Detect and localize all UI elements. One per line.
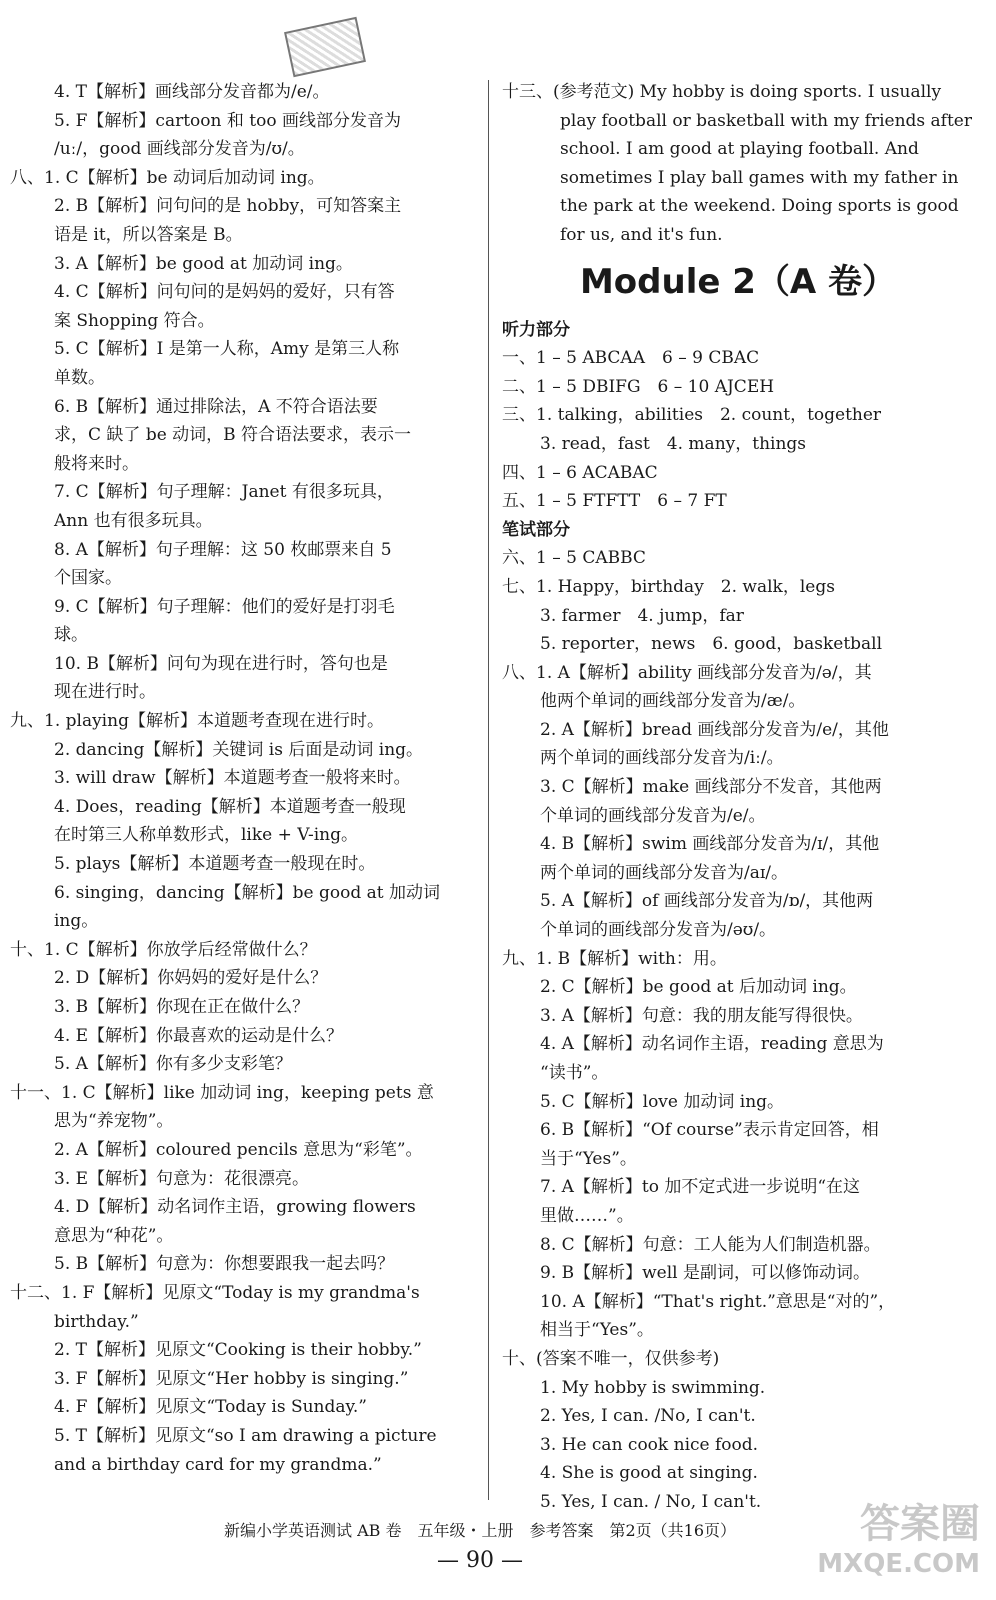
answer-line: 十二、1. F【解析】见原文“Today is my grandma's: [10, 1282, 420, 1303]
answer-line: 9. C【解析】句子理解：他们的爱好是打羽毛: [54, 596, 395, 617]
answer-line: 2. B【解析】问句问的是 hobby，可知答案主: [54, 196, 402, 217]
answer-line: 思为“养宠物”。: [54, 1111, 174, 1132]
section-heading: 笔试部分: [502, 519, 570, 540]
answer-line: 十、1. C【解析】你放学后经常做什么？: [10, 939, 317, 960]
answer-line: /uː/，good 画线部分发音为/ʊ/。: [54, 139, 305, 160]
section-heading: 听力部分: [502, 319, 570, 340]
answer-line: 7. C【解析】句子理解：Janet 有很多玩具，: [54, 482, 394, 503]
answer-line: 5. A【解析】of 画线部分发音为/ɒ/，其他两: [540, 891, 874, 912]
answer-line: 4. D【解析】动名词作主语，growing flowers: [54, 1197, 416, 1218]
answer-line: 两个单词的画线部分发音为/iː/。: [540, 748, 784, 769]
answer-line: 7. A【解析】to 加不定式进一步说明“在这: [540, 1177, 861, 1198]
answer-line: ing。: [54, 911, 99, 932]
answer-line: 语是 it，所以答案是 B。: [54, 224, 243, 245]
answer-line: the park at the weekend. Doing sports is good: [560, 196, 959, 217]
answer-line: 八、1. C【解析】be 动词后加动词 ing。: [10, 167, 325, 188]
answer-line: 4. B【解析】swim 画线部分发音为/ɪ/，其他: [540, 834, 880, 855]
answer-line: 案 Shopping 符合。: [54, 310, 215, 331]
answer-line: 4. C【解析】问句问的是妈妈的爱好，只有答: [54, 282, 395, 303]
answer-line: 2. D【解析】你妈妈的爱好是什么？: [54, 968, 328, 989]
answer-line: 2. T【解析】见原文“Cooking is their hobby.”: [54, 1340, 422, 1361]
answer-line: 5. reporter，news 6. good，basketball: [540, 634, 883, 655]
answer-line: 2. A【解析】bread 画线部分发音为/e/，其他: [540, 719, 889, 740]
essay-section: [502, 78, 974, 250]
answer-line: 当于“Yes”。: [540, 1148, 637, 1169]
watermark-text: 答案圈: [860, 1501, 980, 1547]
answer-line: 求，C 缺了 be 动词，B 符合语法要求，表示一: [54, 425, 412, 446]
answer-line: 球。: [54, 625, 88, 646]
answer-line: “读书”。: [540, 1063, 609, 1083]
answer-line: 5. Yes, I can. / No, I can't.: [540, 1491, 762, 1512]
answer-line: 2. C【解析】be good at 后加动词 ing。: [540, 977, 857, 998]
answer-line: 3. He can cook nice food.: [540, 1434, 759, 1455]
answer-line: 里做……”。: [540, 1205, 634, 1226]
answer-line: 4. Does，reading【解析】本道题考查一般现: [54, 796, 406, 817]
answer-line: 他两个单词的画线部分发音为/æ/。: [540, 691, 806, 712]
answer-line: 十一、1. C【解析】like 加动词 ing，keeping pets 意: [10, 1082, 434, 1103]
answer-line: 4. T【解析】画线部分发音都为/e/。: [54, 82, 330, 102]
answer-line: Ann 也有很多玩具。: [54, 510, 213, 531]
answer-line: 单数。: [54, 367, 105, 388]
answer-line: 3. F【解析】见原文“Her hobby is singing.”: [54, 1368, 409, 1389]
answer-line: school. I am good at playing football. And: [560, 139, 919, 160]
page-number: — 90 —: [437, 1548, 523, 1573]
answer-line: 5. C【解析】I 是第一人称，Amy 是第三人称: [54, 339, 400, 360]
answer-line: 4. She is good at singing.: [540, 1463, 758, 1484]
answer-line: 3. read，fast 4. many，things: [540, 433, 807, 454]
answer-line: 意思为“种花”。: [54, 1225, 174, 1246]
answer-line: 2. A【解析】coloured pencils 意思为“彩笔”。: [54, 1139, 423, 1160]
answer-line: 3. A【解析】be good at 加动词 ing。: [54, 253, 353, 274]
answer-line: 6. B【解析】通过排除法，A 不符合语法要: [54, 396, 378, 417]
answer-line: 五、1 – 5 FTFTT 6 – 7 FT: [502, 491, 727, 512]
answer-line: 一、1 – 5 ABCAA 6 – 9 CBAC: [502, 348, 760, 369]
answer-line: 10. B【解析】问句为现在进行时，答句也是: [54, 653, 388, 674]
answer-line: 3. B【解析】你现在正在做什么？: [54, 997, 310, 1017]
watermark-logo: [800, 1500, 980, 1590]
answer-line: 4. F【解析】见原文“Today is Sunday.”: [54, 1397, 367, 1418]
answer-line: 3. E【解析】句意为：花很漂亮。: [54, 1168, 310, 1189]
answer-line: 3. will draw【解析】本道题考查一般将来时。: [54, 768, 411, 789]
answer-line: 9. B【解析】well 是副词，可以修饰动词。: [540, 1263, 871, 1284]
answer-line: 5. A【解析】你有多少支彩笔？: [54, 1054, 292, 1075]
answer-line: 七、1. Happy，birthday 2. walk，legs: [502, 576, 835, 597]
answer-line: 1. My hobby is swimming.: [540, 1377, 766, 1398]
answer-line: 十、(答案不唯一，仅供参考): [502, 1348, 720, 1369]
answer-line: 六、1 – 5 CABBC: [502, 548, 646, 569]
answer-line: 3. farmer 4. jump，far: [540, 605, 744, 626]
answer-line: 般将来时。: [54, 453, 139, 474]
answer-line: birthday.”: [54, 1311, 139, 1332]
answer-line: 3. A【解析】句意：我的朋友能写得很快。: [540, 1005, 863, 1026]
answer-line: 3. C【解析】make 画线部分不发音，其他两: [540, 777, 882, 798]
answer-line: 个单词的画线部分发音为/əʊ/。: [540, 920, 777, 941]
answer-line: 现在进行时。: [54, 682, 156, 703]
answer-line: 5. F【解析】cartoon 和 too 画线部分发音为: [54, 110, 401, 131]
answer-line: 8. C【解析】句意：工人能为人们制造机器。: [540, 1234, 881, 1255]
answer-line: and a birthday card for my grandma.”: [54, 1454, 382, 1475]
answer-line: 2. dancing【解析】关键词 is 后面是动词 ing。: [54, 739, 424, 760]
answer-line: 4. A【解析】动名词作主语，reading 意思为: [540, 1034, 884, 1055]
column-divider: [488, 80, 489, 1500]
answer-line: 个单词的画线部分发音为/e/。: [540, 805, 766, 826]
answer-line: 6. B【解析】“Of course”表示肯定回答，相: [540, 1120, 879, 1141]
answer-line: 九、1. playing【解析】本道题考查现在进行时。: [10, 711, 384, 732]
right-column: [502, 78, 974, 1517]
answer-line: 三、1. talking，abilities 2. count，together: [502, 405, 882, 426]
answer-line: 相当于“Yes”。: [540, 1320, 654, 1341]
answer-line: 九、1. B【解析】with：用。: [502, 948, 727, 969]
answer-line: 四、1 – 6 ACABAC: [502, 462, 658, 483]
watermark-url: MXQE.COM: [817, 1549, 980, 1579]
answer-line: 5. T【解析】见原文“so I am drawing a picture: [54, 1425, 437, 1446]
answer-line: 二、1 – 5 DBIFG 6 – 10 AJCEH: [502, 376, 775, 397]
answer-line: play football or basketball with my friends after: [560, 110, 972, 131]
answer-line: 十三、(参考范文) My hobby is doing sports. I usually: [502, 82, 942, 102]
answer-line: 八、1. A【解析】ability 画线部分发音为/ə/，其: [502, 662, 872, 683]
module2-answers: [502, 316, 974, 1517]
answer-line: 2. Yes, I can. /No, I can't.: [540, 1406, 756, 1427]
answer-line: 5. plays【解析】本道题考查一般现在时。: [54, 854, 376, 875]
module-title: Module 2（A 卷）: [579, 261, 897, 302]
answer-line: 5. C【解析】love 加动词 ing。: [540, 1091, 785, 1112]
answer-line: sometimes I play ball games with my father in: [560, 167, 959, 188]
answer-line: 5. B【解析】句意为：你想要跟我一起去吗？: [54, 1254, 395, 1275]
left-column: [10, 78, 472, 1479]
answer-line: 8. A【解析】句子理解：这 50 枚邮票来自 5: [54, 539, 392, 560]
answer-line: 10. A【解析】“That's right.”意思是“对的”，: [540, 1291, 896, 1312]
answer-line: for us, and it's fun.: [560, 224, 723, 245]
answer-line: 两个单词的画线部分发音为/aɪ/。: [540, 862, 789, 883]
page-footer: 新编小学英语测试 AB 卷 五年级・上册 参考答案 第2页（共16页）: [223, 1521, 737, 1540]
answer-line: 6. singing，dancing【解析】be good at 加动词: [54, 882, 440, 903]
answer-line: 个国家。: [54, 568, 122, 589]
answer-line: 4. E【解析】你最喜欢的运动是什么？: [54, 1025, 344, 1046]
answer-line: 在时第三人称单数形式，like + V-ing。: [54, 825, 359, 846]
stamp-image: [284, 17, 366, 77]
